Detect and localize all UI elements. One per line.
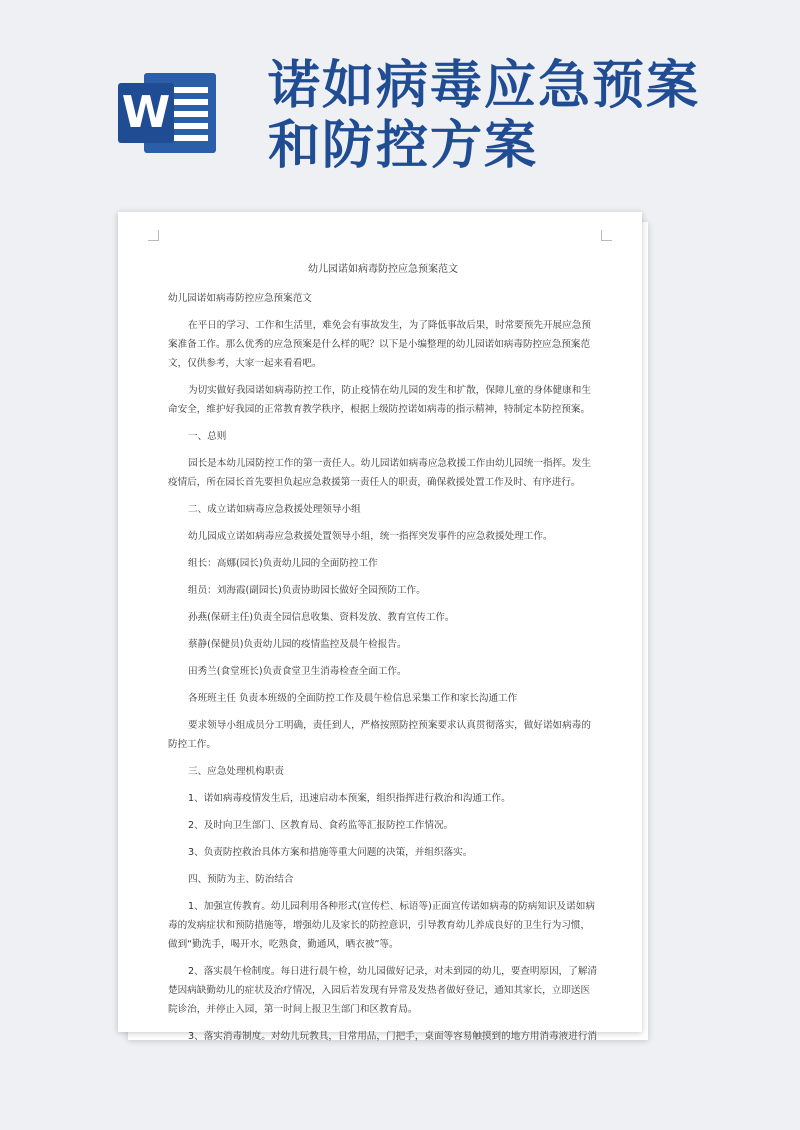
paragraph: 幼儿园成立诺如病毒应急救援处置领导小组，统一指挥突发事件的应急救援处理工作。 (188, 531, 553, 542)
section-heading: 三、应急处理机构职责 (188, 766, 284, 777)
paragraph: 组长：高娜(园长)负责幼儿园的全面防控工作 (188, 558, 378, 569)
word-badge: W (118, 83, 174, 143)
word-document-icon (118, 73, 216, 153)
paragraph: 田秀兰(食堂班长)负责食堂卫生消毒检查全面工作。 (188, 666, 407, 677)
document-page (118, 212, 642, 1042)
document-title: 幼儿园诺如病毒防控应急预案范文 (308, 264, 458, 275)
paragraph: 各班班主任 负责本班级的全面防控工作及晨午检信息采集工作和家长沟通工作 (188, 693, 518, 704)
section-heading: 二、成立诺如病毒应急救援处理领导小组 (188, 504, 361, 515)
paragraph: 孙燕(保研主任)负责全园信息收集、资料发放、教育宣传工作。 (188, 612, 455, 623)
margin-corner-mark (148, 230, 159, 241)
paragraph: 2、落实晨午检制度。每日进行晨午检，幼儿园做好记录，对未到园的幼儿，要查明原因，了解清楚因病缺勤幼儿的症状及治疗情况，入园后若发现有异常及发热者做好登记，通知其家长，立即送医院诊治，并停止入园，第一时间上报卫生部门和区教育局。 (168, 966, 598, 1015)
section-heading: 四、预防为主、防治结合 (188, 874, 294, 885)
margin-corner-mark (601, 230, 612, 241)
paragraph: 为切实做好我园诺如病毒防控工作，防止疫情在幼儿园的发生和扩散，保障儿童的身体健康和生命安全，维护好我园的正常教育教学秩序，根据上级防控诺如病毒的指示精神，特制定本防控预案。 (168, 385, 591, 415)
cover-title-line-1: 诺如病毒应急预案 (268, 56, 701, 116)
paragraph: 3、负责防控救治具体方案和措施等重大问题的决策，并组织落实。 (188, 847, 473, 858)
paragraph: 在平日的学习、工作和生活里，难免会有事故发生，为了降低事故后果，时常要预先开展应急预案准备工作。那么优秀的应急预案是什么样的呢？以下是小编整理的幼儿园诺如病毒防控应急预案范文，仅供参考，大家一起来看看吧。 (168, 320, 591, 369)
paragraph: 组员：刘海霞(副园长)负责协助园长做好全园预防工作。 (188, 585, 426, 596)
section-heading: 一、总则 (188, 431, 227, 442)
document-body (168, 260, 598, 1054)
document-subtitle: 幼儿园诺如病毒防控应急预案范文 (168, 293, 312, 304)
paragraph: 园长是本幼儿园防控工作的第一责任人。幼儿园诺如病毒应急救援工作由幼儿园统一指挥。发生疫情后，所在园长首先要担负起应急救援第一责任人的职责，确保救援处置工作及时、有序进行。 (168, 458, 591, 488)
paragraph: 要求领导小组成员分工明确，责任到人，严格按照防控预案要求认真贯彻落实，做好诺如病毒的防控工作。 (168, 720, 591, 750)
paragraph: 3、落实消毒制度。对幼儿玩教具，日常用品，门把手，桌面等容易触摸到的地方用消毒液进行消 (188, 1031, 598, 1042)
paragraph: 1、诺如病毒疫情发生后，迅速启动本预案，组织指挥进行救治和沟通工作。 (188, 793, 511, 804)
paragraph: 1、加强宣传教育。幼儿园利用各种形式(宣传栏、标语等)正面宣传诺如病毒的防病知识及诺如病毒的发病症状和预防措施等，增强幼儿及家长的防控意识，引导教育幼儿养成良好的卫生行为习惯，做到“勤洗手，喝开水，吃熟食，勤通风，晒衣被”等。 (168, 901, 595, 950)
paragraph: 2、及时向卫生部门、区教育局、食药监等汇报防控工作情况。 (188, 820, 454, 831)
cover-title-line-2: 和防控方案 (268, 116, 539, 176)
paragraph: 蔡静(保健员)负责幼儿园的疫情监控及晨午检报告。 (188, 639, 407, 650)
cover-title (268, 56, 728, 176)
